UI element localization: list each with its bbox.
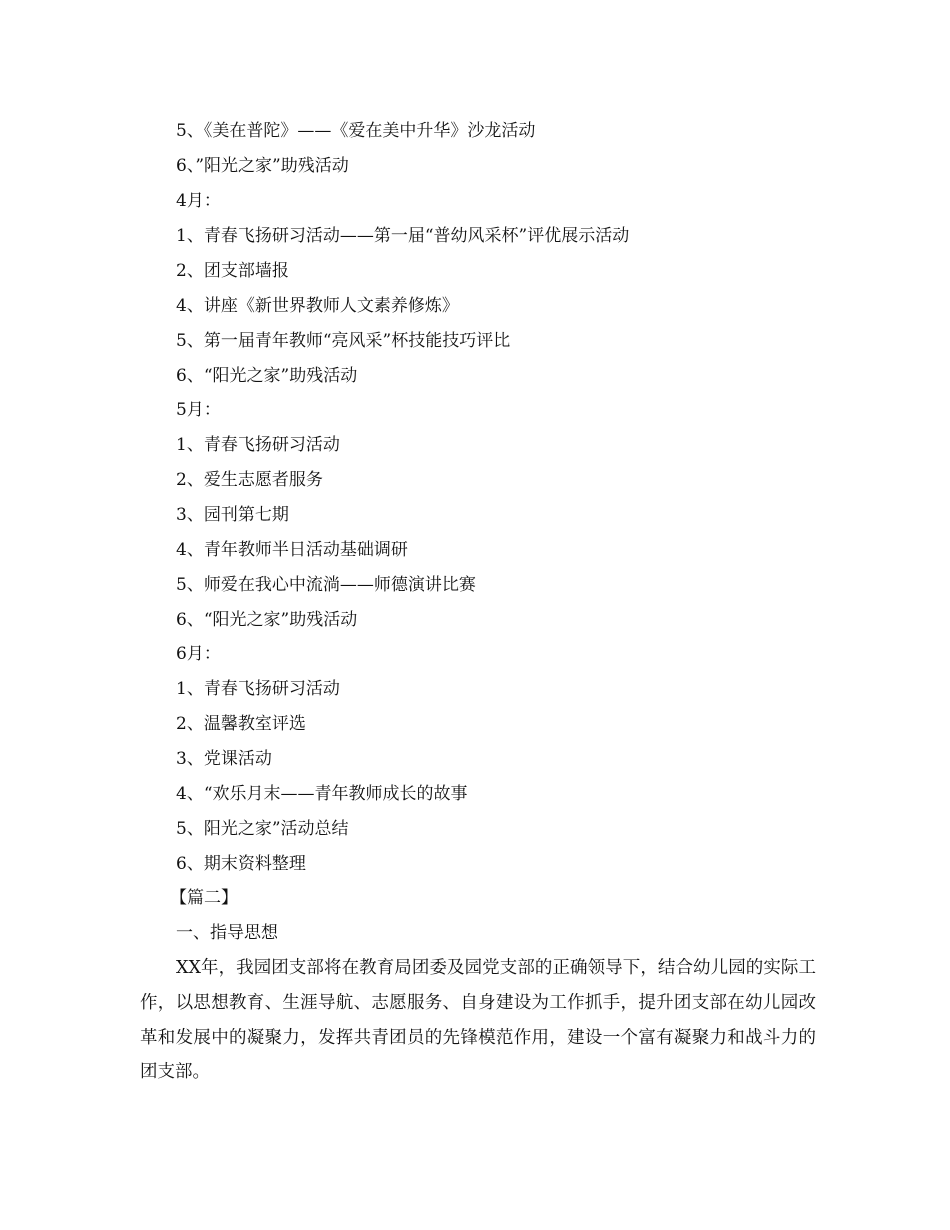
list-item: 2、团支部墙报 (176, 261, 289, 281)
list-item: 5、师爱在我心中流淌——师德演讲比赛 (176, 575, 476, 595)
list-item: 3、园刊第七期 (176, 505, 289, 525)
section-heading: 一、指导思想 (176, 923, 278, 943)
body-paragraph: XX年，我园团支部将在教育局团委及园党支部的正确领导下，结合幼儿园的实际工作，以思想教育、生涯导航、志愿服务、自身建设为工作抓手，提升团支部在幼儿园改革和发展中的凝聚力，发挥共青团员的先锋模范作用，建设一个富有凝聚力和战斗力的团支部。 (140, 958, 816, 1083)
list-item: 6、”阳光之家”助残活动 (176, 156, 349, 176)
month-heading: 4月： (176, 191, 221, 211)
list-item: 2、温馨教室评选 (176, 714, 306, 734)
section-marker: 【篇二】 (170, 888, 238, 908)
month-heading: 5月： (176, 400, 221, 420)
list-item: 5、第一届青年教师“亮风采”杯技能技巧评比 (176, 331, 511, 351)
list-item: 2、爱生志愿者服务 (176, 470, 323, 490)
list-item: 1、青春飞扬研习活动——第一届“普幼风采杯”评优展示活动 (176, 226, 630, 246)
list-item: 5、《美在普陀》——《爱在美中升华》沙龙活动 (176, 121, 536, 141)
list-item: 5、阳光之家”活动总结 (176, 819, 349, 839)
list-item: 1、青春飞扬研习活动 (176, 679, 340, 699)
list-item: 4、青年教师半日活动基础调研 (176, 540, 408, 560)
list-item: 6、期末资料整理 (176, 854, 306, 874)
list-item: 6、“阳光之家”助残活动 (176, 610, 358, 630)
month-heading: 6月： (176, 644, 221, 664)
list-item: 1、青春飞扬研习活动 (176, 435, 340, 455)
list-item: 6、“阳光之家”助残活动 (176, 366, 358, 386)
list-item: 3、党课活动 (176, 749, 272, 769)
list-item: 4、讲座《新世界教师人文素养修炼》 (176, 296, 459, 316)
list-item: 4、“欢乐月末——青年教师成长的故事 (176, 784, 468, 804)
